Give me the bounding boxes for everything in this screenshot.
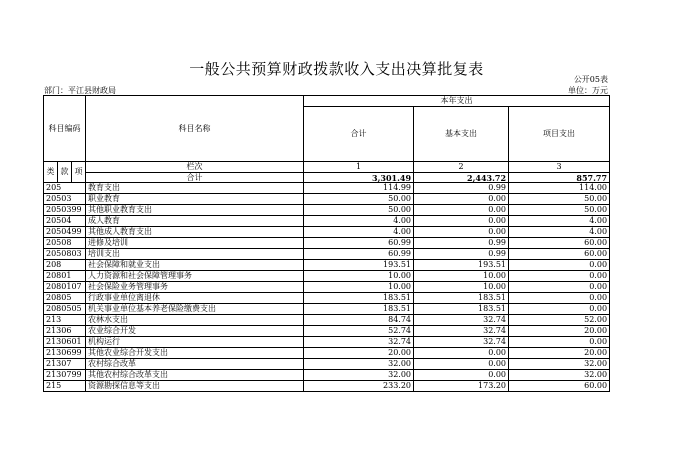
table-row — [44, 282, 610, 293]
header-col-1: 1 — [304, 162, 414, 173]
row-project: 50.00 — [509, 194, 610, 205]
row-total: 10.00 — [304, 282, 414, 293]
row-total: 84.74 — [304, 315, 414, 326]
row-project: 60.00 — [509, 249, 610, 260]
header-lanci: 栏次 — [86, 162, 304, 173]
row-total: 20.00 — [304, 348, 414, 359]
row-basic: 10.00 — [414, 282, 509, 293]
table-row — [44, 381, 610, 392]
table-row — [44, 238, 610, 249]
row-name: 其他农业综合开发支出 — [86, 348, 304, 359]
row-total: 50.00 — [304, 194, 414, 205]
row-total: 32.74 — [304, 337, 414, 348]
row-basic: 0.99 — [414, 249, 509, 260]
row-name: 进修及培训 — [86, 238, 304, 249]
form-number: 公开05表 — [573, 75, 608, 84]
row-basic: 183.51 — [414, 304, 509, 315]
header-total: 合计 — [304, 107, 414, 162]
row-code: 21306 — [44, 326, 86, 337]
table-row — [44, 359, 610, 370]
row-project: 50.00 — [509, 205, 610, 216]
header-lei: 类 — [44, 162, 58, 183]
row-total: 183.51 — [304, 293, 414, 304]
row-basic: 0.99 — [414, 238, 509, 249]
department-label: 部门：平江县财政局 — [44, 86, 116, 95]
row-name: 其他农村综合改革支出 — [86, 370, 304, 381]
row-basic: 183.51 — [414, 293, 509, 304]
row-code: 20504 — [44, 216, 86, 227]
row-code: 208 — [44, 260, 86, 271]
header-row-year — [44, 96, 610, 107]
row-project: 20.00 — [509, 326, 610, 337]
row-basic: 0.00 — [414, 205, 509, 216]
row-project: 0.00 — [509, 337, 610, 348]
row-project: 0.00 — [509, 293, 610, 304]
table-row — [44, 194, 610, 205]
row-code: 20503 — [44, 194, 86, 205]
row-name: 其他职业教育支出 — [86, 205, 304, 216]
row-total: 32.00 — [304, 370, 414, 381]
row-total: 114.99 — [304, 183, 414, 194]
header-year: 本年支出 — [304, 96, 610, 107]
row-code: 20508 — [44, 238, 86, 249]
summary-total: 3,301.49 — [304, 173, 414, 183]
header-xiang: 项 — [72, 162, 86, 183]
table-row — [44, 260, 610, 271]
row-code: 2130799 — [44, 370, 86, 381]
row-name: 其他成人教育支出 — [86, 227, 304, 238]
row-total: 60.99 — [304, 249, 414, 260]
header-code: 科目编码 — [44, 96, 86, 162]
row-basic: 32.74 — [414, 337, 509, 348]
budget-table — [43, 95, 610, 392]
row-project: 20.00 — [509, 348, 610, 359]
row-basic: 0.00 — [414, 370, 509, 381]
row-basic: 0.00 — [414, 359, 509, 370]
row-project: 52.00 — [509, 315, 610, 326]
header-basic: 基本支出 — [414, 107, 509, 162]
row-total: 233.20 — [304, 381, 414, 392]
row-project: 0.00 — [509, 271, 610, 282]
row-name: 教育支出 — [86, 183, 304, 194]
header-kuan: 款 — [58, 162, 72, 183]
row-name: 成人教育 — [86, 216, 304, 227]
row-name: 社会保障和就业支出 — [86, 260, 304, 271]
header-project: 项目支出 — [509, 107, 610, 162]
row-name: 职业教育 — [86, 194, 304, 205]
row-basic: 32.74 — [414, 326, 509, 337]
header-col-2: 2 — [414, 162, 509, 173]
row-name: 社会保险业务管理事务 — [86, 282, 304, 293]
row-project: 32.00 — [509, 359, 610, 370]
row-project: 0.00 — [509, 260, 610, 271]
row-code: 2050499 — [44, 227, 86, 238]
row-code: 20801 — [44, 271, 86, 282]
row-code: 2130699 — [44, 348, 86, 359]
row-total: 4.00 — [304, 227, 414, 238]
row-name: 农村综合改革 — [86, 359, 304, 370]
row-total: 50.00 — [304, 205, 414, 216]
table-row — [44, 315, 610, 326]
table-row — [44, 227, 610, 238]
page-title: 一般公共预算财政拨款收入支出决算批复表 — [189, 60, 484, 78]
row-code: 215 — [44, 381, 86, 392]
row-code: 2050803 — [44, 249, 86, 260]
row-name: 农业综合开发 — [86, 326, 304, 337]
row-project: 114.00 — [509, 183, 610, 194]
row-total: 10.00 — [304, 271, 414, 282]
header-name: 科目名称 — [86, 96, 304, 162]
row-project: 60.00 — [509, 238, 610, 249]
row-code: 2080505 — [44, 304, 86, 315]
row-name: 机构运行 — [86, 337, 304, 348]
summary-basic: 2,443.72 — [414, 173, 509, 183]
row-basic: 0.99 — [414, 183, 509, 194]
row-basic: 0.00 — [414, 216, 509, 227]
row-project: 0.00 — [509, 282, 610, 293]
row-name: 培训支出 — [86, 249, 304, 260]
row-project: 0.00 — [509, 304, 610, 315]
summary-project: 857.77 — [509, 173, 610, 183]
row-name: 资源勘探信息等支出 — [86, 381, 304, 392]
table-row — [44, 205, 610, 216]
table-row — [44, 216, 610, 227]
table-row — [44, 326, 610, 337]
row-basic: 0.00 — [414, 348, 509, 359]
header-row-index — [44, 162, 610, 173]
row-name: 行政事业单位离退休 — [86, 293, 304, 304]
row-project: 32.00 — [509, 370, 610, 381]
row-total: 183.51 — [304, 304, 414, 315]
row-project: 4.00 — [509, 216, 610, 227]
summary-label: 合计 — [86, 173, 304, 183]
row-total: 60.99 — [304, 238, 414, 249]
row-name: 农林水支出 — [86, 315, 304, 326]
row-code: 21307 — [44, 359, 86, 370]
table-row — [44, 249, 610, 260]
table-row — [44, 304, 610, 315]
row-basic: 193.51 — [414, 260, 509, 271]
row-name: 人力资源和社会保障管理事务 — [86, 271, 304, 282]
row-total: 32.00 — [304, 359, 414, 370]
table-row — [44, 348, 610, 359]
row-code: 2130601 — [44, 337, 86, 348]
row-basic: 0.00 — [414, 194, 509, 205]
table-row — [44, 293, 610, 304]
summary-row — [44, 173, 610, 183]
header-col-3: 3 — [509, 162, 610, 173]
unit-label: 单位：万元 — [568, 86, 608, 95]
row-code: 2050399 — [44, 205, 86, 216]
row-basic: 32.74 — [414, 315, 509, 326]
row-basic: 173.20 — [414, 381, 509, 392]
table-row — [44, 183, 610, 194]
row-code: 2080107 — [44, 282, 86, 293]
row-project: 4.00 — [509, 227, 610, 238]
row-basic: 0.00 — [414, 227, 509, 238]
row-project: 60.00 — [509, 381, 610, 392]
row-total: 193.51 — [304, 260, 414, 271]
row-total: 52.74 — [304, 326, 414, 337]
table-row — [44, 271, 610, 282]
row-code: 213 — [44, 315, 86, 326]
row-basic: 10.00 — [414, 271, 509, 282]
table-row — [44, 370, 610, 381]
row-code: 205 — [44, 183, 86, 194]
row-code: 20805 — [44, 293, 86, 304]
row-name: 机关事业单位基本养老保险缴费支出 — [86, 304, 304, 315]
row-total: 4.00 — [304, 216, 414, 227]
table-row — [44, 337, 610, 348]
